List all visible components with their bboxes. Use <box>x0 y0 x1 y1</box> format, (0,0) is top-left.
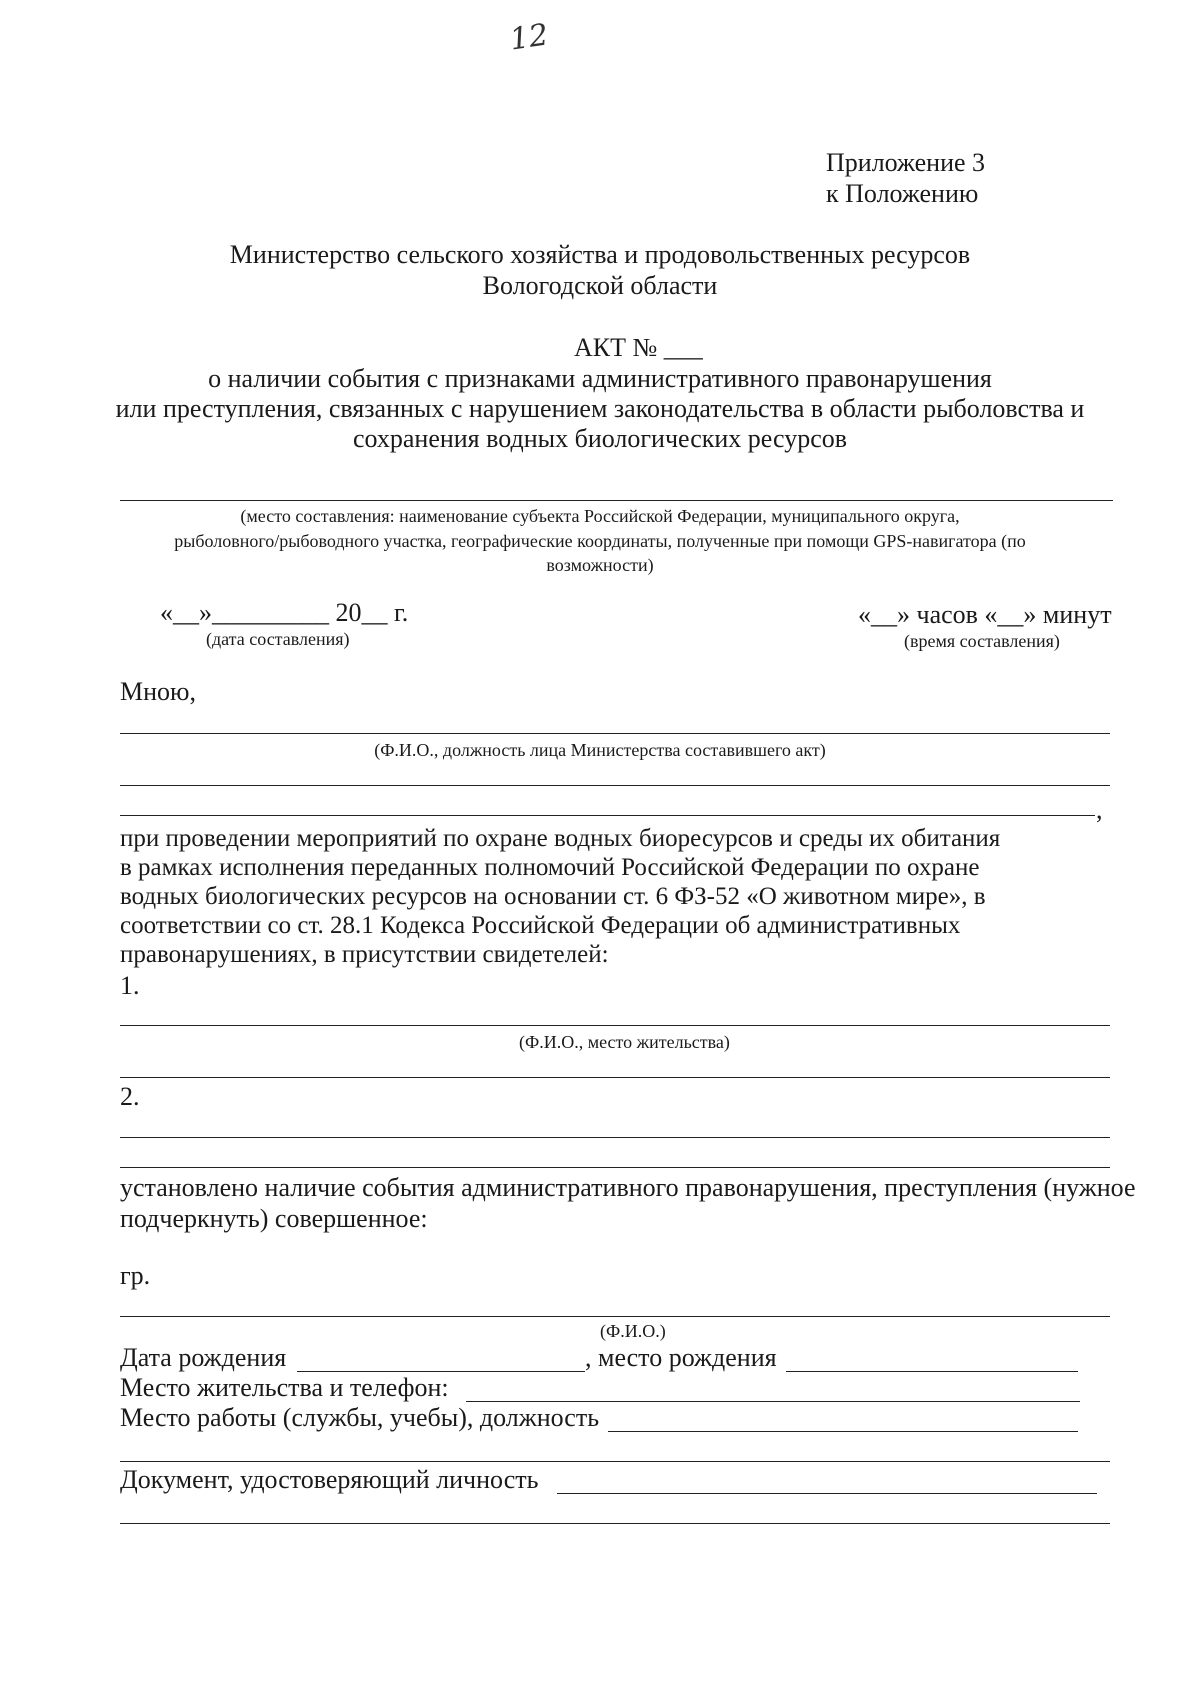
body-line3: водных биологических ресурсов на основании ст. 6 ФЗ-52 «О животном мире», в <box>120 883 986 910</box>
time-value: «__» часов «__» минут <box>858 600 1112 629</box>
time-hint: (время составления) <box>904 631 1060 651</box>
person-name-hint: (Ф.И.О.) <box>600 1321 666 1341</box>
established-line2: подчеркнуть) совершенное: <box>120 1204 428 1233</box>
author-field-line2 <box>120 785 1110 786</box>
dob-field-line <box>297 1371 585 1372</box>
place-field-line <box>120 500 1113 501</box>
witness2-field-line1 <box>120 1137 1110 1138</box>
body-line5: правонарушениях, в присутствии свидетелей: <box>120 941 609 968</box>
body-line1: при проведении мероприятий по охране водных биоресурсов и среды их обитания <box>120 825 1001 852</box>
dob-label: Дата рождения <box>120 1343 287 1372</box>
ministry-line2: Вологодской области <box>482 271 718 300</box>
body-line2: в рамках исполнения переданных полномочий Российской Федерации по охране <box>120 854 980 881</box>
author-hint: (Ф.И.О., должность лица Министерства составившего акт) <box>374 740 826 760</box>
appendix-line2: к Положению <box>826 179 979 208</box>
place-hint-line1: (место составления: наименование субъекта Российской Федерации, муниципального округа, <box>240 506 960 526</box>
author-field-line3 <box>120 815 1095 816</box>
witness2-number: 2. <box>120 1082 140 1111</box>
act-subtitle-line3: сохранения водных биологических ресурсов <box>352 424 848 453</box>
author-label: Мною, <box>120 677 196 706</box>
id-label: Документ, удостоверяющий личность <box>120 1465 539 1494</box>
act-subtitle-line1: о наличии события с признаками административного правонарушения <box>208 364 992 393</box>
witness2-field-line2 <box>120 1167 1110 1168</box>
work-field-line <box>608 1431 1078 1432</box>
person-name-line <box>120 1316 1110 1317</box>
person-prefix: гр. <box>120 1261 151 1290</box>
work-extra-line <box>120 1461 1110 1462</box>
ministry-line1: Министерство сельского хозяйства и продовольственных ресурсов <box>229 240 971 269</box>
witness1-field-line1 <box>120 1025 1110 1026</box>
body-line4: соответствии со ст. 28.1 Кодекса Российской Федерации об административных <box>120 912 961 939</box>
act-subtitle-line2: или преступления, связанных с нарушением законодательства в области рыболовства и <box>115 394 1085 423</box>
place-hint-line2: рыболовного/рыбоводного участка, географические координаты, полученные при помощи GPS-навигатора (по <box>174 531 1026 551</box>
author-comma: , <box>1096 795 1103 824</box>
act-title: АКТ № ___ <box>574 333 703 362</box>
date-hint: (дата составления) <box>206 629 350 649</box>
residence-field-line <box>466 1401 1080 1402</box>
witness1-hint: (Ф.И.О., место жительства) <box>519 1032 730 1052</box>
work-label: Место работы (службы, учебы), должность <box>120 1403 600 1432</box>
page-number: 12 <box>507 17 551 58</box>
id-extra-line <box>120 1523 1110 1524</box>
witness1-field-line2 <box>120 1077 1110 1078</box>
author-field-line1 <box>120 733 1110 734</box>
id-field-line <box>557 1493 1097 1494</box>
date-value: «__»_________ 20__ г. <box>160 598 409 627</box>
pob-label: , место рождения <box>585 1343 777 1372</box>
residence-label: Место жительства и телефон: <box>120 1373 449 1402</box>
established-line1: установлено наличие события административного правонарушения, преступления (нужное <box>120 1173 1136 1202</box>
place-hint-line3: возможности) <box>546 555 654 575</box>
appendix-line1: Приложение 3 <box>826 148 986 177</box>
pob-field-line <box>786 1371 1078 1372</box>
witness1-number: 1. <box>120 971 140 1000</box>
